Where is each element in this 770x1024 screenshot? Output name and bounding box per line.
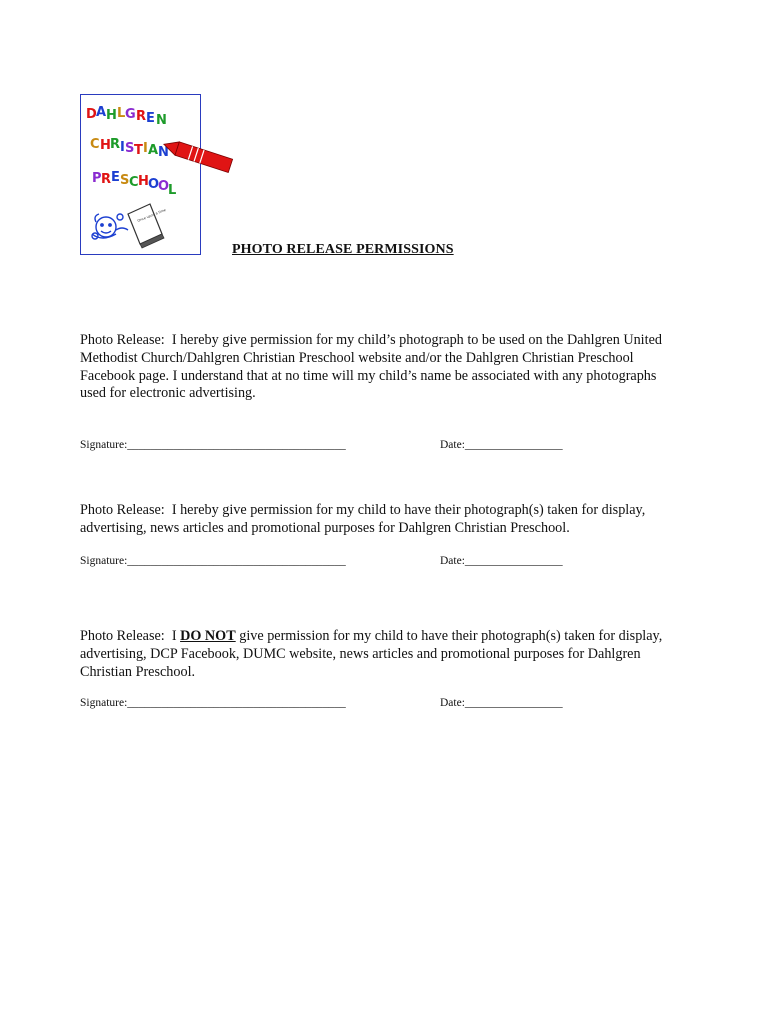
release-text: I hereby give permission for my child’s photograph to be used on the Dahlgren United Methodist Church/Dahlgren Christian Preschool website and/or the Dahlgren Christian Preschool Facebook page. I understand that at no time will my child’s name be associated with any photographs used for electronic advertising. (80, 332, 662, 402)
page-title: PHOTO RELEASE PERMISSIONS (232, 242, 454, 257)
release-paragraph-2 (80, 502, 680, 538)
svg-text:R: R (136, 109, 147, 124)
book-text: Once upon a time (136, 207, 167, 223)
svg-text:E: E (111, 170, 120, 185)
svg-text:R: R (101, 172, 112, 187)
logo-line-dahlgren (86, 105, 167, 128)
release-lead: Photo Release: (80, 332, 165, 348)
svg-text:N: N (158, 145, 169, 160)
release-text-post: give permission for my child to have their photograph(s) taken for display, advertising, DCP Facebook, DUMC website, news articles and promotional purposes for Dahlgren Christian Preschool. (80, 628, 663, 680)
svg-text:T: T (134, 143, 143, 158)
svg-text:L: L (168, 183, 177, 198)
release-paragraph-3 (80, 628, 680, 681)
book-icon (128, 204, 166, 248)
svg-text:S: S (125, 141, 135, 156)
do-not-emphasis: DO NOT (180, 628, 236, 644)
svg-text:R: R (110, 137, 121, 152)
signature-line[interactable]: Signature:______________________________________ (80, 439, 346, 451)
svg-text:O: O (158, 179, 170, 194)
svg-text:A: A (148, 143, 159, 158)
svg-text:C: C (90, 137, 100, 152)
svg-text:E: E (146, 111, 155, 126)
svg-text:I: I (120, 140, 125, 155)
svg-text:S: S (120, 173, 130, 188)
date-line[interactable]: Date:_________________ (440, 439, 563, 451)
svg-text:A: A (96, 105, 107, 120)
svg-text:D: D (86, 107, 97, 122)
release-paragraph-1 (80, 332, 680, 403)
svg-text:H: H (106, 108, 117, 123)
logo-line-preschool (92, 170, 176, 198)
release-lead: Photo Release: (80, 628, 165, 644)
svg-text:H: H (138, 174, 149, 189)
svg-text:O: O (148, 177, 160, 192)
release-text: I hereby give permission for my child to have their photograph(s) taken for display, advertising, news articles and promotional purposes for Dahlgren Christian Preschool. (80, 502, 646, 536)
svg-text:N: N (156, 113, 167, 128)
child-face-icon (92, 214, 128, 239)
crayon-icon (162, 138, 233, 173)
svg-text:P: P (92, 171, 102, 186)
signature-line[interactable]: Signature:______________________________________ (80, 555, 346, 567)
svg-text:C: C (129, 175, 139, 190)
release-text-pre: I (171, 628, 177, 644)
svg-text:I: I (143, 141, 148, 156)
signature-line[interactable]: Signature:______________________________________ (80, 697, 346, 709)
logo-line-christian (90, 137, 169, 160)
svg-text:L: L (117, 106, 126, 121)
svg-text:G: G (125, 107, 136, 122)
release-lead: Photo Release: (80, 502, 165, 518)
preschool-logo (80, 94, 240, 259)
date-line[interactable]: Date:_________________ (440, 697, 563, 709)
svg-text:H: H (100, 138, 111, 153)
date-line[interactable]: Date:_________________ (440, 555, 563, 567)
